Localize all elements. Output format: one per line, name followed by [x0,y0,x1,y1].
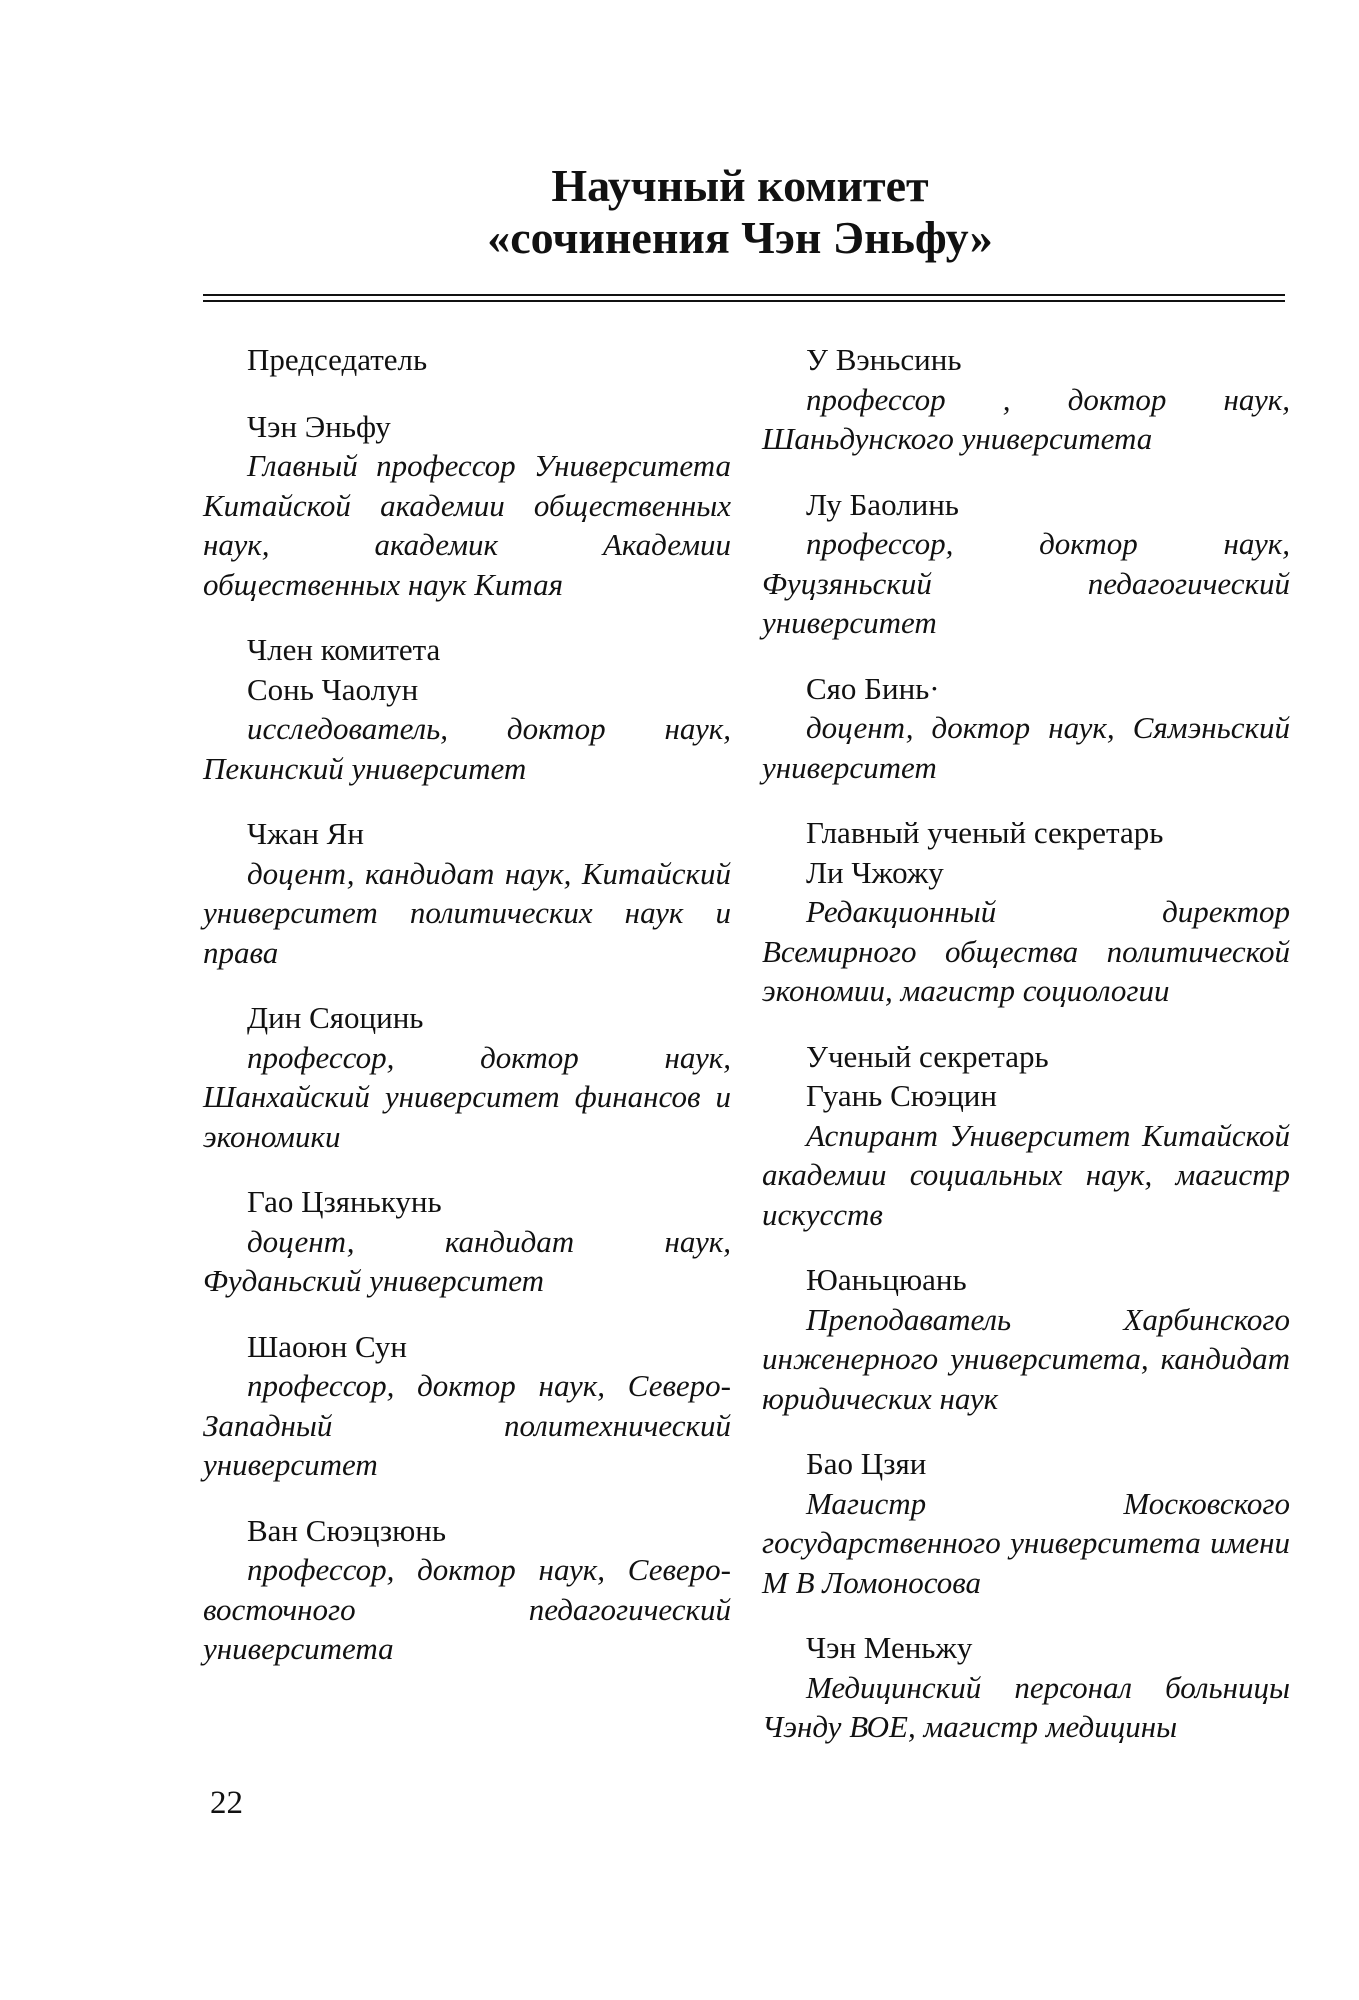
member-description: Аспирант Университет Китайской академии социальных наук, магистр искусств [762,1117,1290,1232]
member-entry [203,814,731,972]
member-entry [203,1327,731,1485]
entry-chairman-role [203,340,731,380]
member-entry [762,1260,1290,1418]
title-line-2: «сочинения Чэн Эньфу» [487,212,993,263]
member-name: Шаоюн Сун [247,1328,408,1364]
title-rule-bottom [203,300,1285,302]
member-name: Лу Баолинь [806,486,959,522]
member-name: Гао Цзянькунь [247,1184,442,1219]
member-description: профессор , доктор наук, Шаньдунского университета [762,381,1290,456]
member-name: Чэн Меньжу [806,1630,973,1665]
member-description: профессор, доктор наук, Фуцзяньский педагогический университет [762,526,1290,640]
member-description: Преподаватель Харбинского инженерного университета, кандидат юридических наук [762,1301,1290,1416]
member-name: Сяо Бинь· [806,670,940,706]
member-description: профессор, доктор наук, Шанхайский университет финансов и экономики [203,1039,731,1154]
member-entry [203,1511,731,1669]
member-name: Сонь Чаолун [247,671,419,707]
member-entry [203,630,731,788]
member-name: Дин Сяоцинь [247,1000,424,1035]
member-name: Чжан Ян [247,816,364,851]
member-description: профессор, доктор наук, Северо-восточного педагогический университета [203,1552,731,1666]
title-line-1: Научный комитет [551,160,929,211]
member-description: Магистр Московского государственного университета имени М В Ломоносова [762,1485,1290,1600]
member-entry [762,669,1290,788]
member-entry [762,1037,1290,1235]
member-description: Медицинский персонал больницы Чэнду ВОЕ, магистр медицины [762,1669,1290,1744]
member-entry [203,407,731,605]
member-entry [203,998,731,1156]
member-entry [762,1628,1290,1747]
member-name: У Вэньсинь [806,342,962,377]
page-title [400,160,1080,264]
member-description: Главный профессор Университета Китайской академии общественных наук, академик Академии общественных наук Китая [203,448,731,602]
member-name: Чэн Эньфу [247,408,391,444]
member-name: Гуань Сюэцин [806,1078,997,1113]
member-description: доцент, кандидат наук, Китайский университет политических наук и права [203,855,731,970]
member-description: исследователь, доктор наук, Пекинский университет [203,711,731,786]
page-number: 22 [210,1785,243,1821]
role-label: Председатель [247,342,428,377]
left-column [203,340,731,1669]
role-label: Член комитета [247,632,441,667]
member-name: Ван Сюэцзюнь [247,1512,447,1548]
member-entry [762,1444,1290,1602]
right-column [762,340,1290,1747]
role-label: Ученый секретарь [806,1038,1049,1074]
member-name: Бао Цзяи [806,1446,927,1481]
member-entry [762,813,1290,1011]
member-name: Ли Чжожу [806,854,944,890]
member-description: Редакционный директор Всемирного общества политической экономии, магистр социологии [762,894,1290,1008]
member-description: профессор, доктор наук, Северо-Западный политехнический университет [203,1368,731,1482]
member-entry [762,340,1290,459]
member-entry [762,485,1290,643]
member-name: Юаньцюань [806,1262,967,1297]
member-description: доцент, доктор наук, Сямэньский университет [762,710,1290,785]
role-label: Главный ученый секретарь [806,815,1164,850]
member-description: доцент, кандидат наук, Фуданьский университет [203,1223,731,1298]
title-rule-top [203,294,1285,296]
member-entry [203,1182,731,1301]
